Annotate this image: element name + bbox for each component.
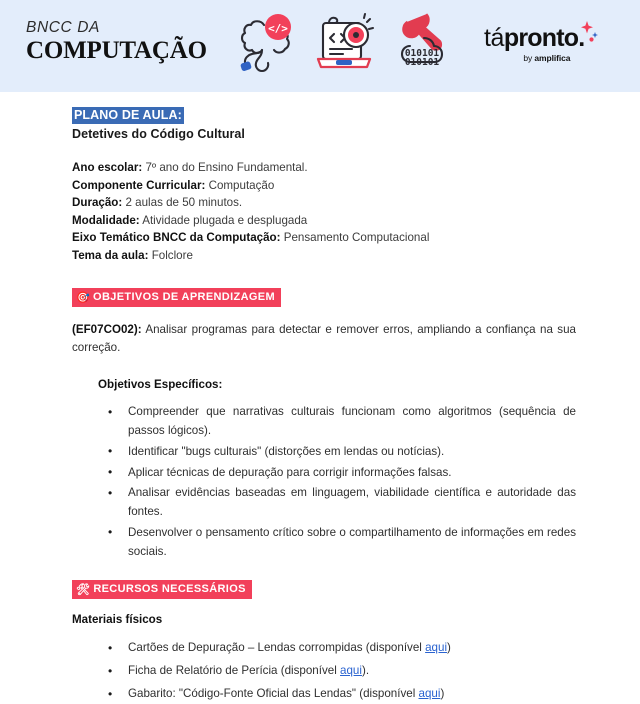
byline-brand: amplifica [534, 53, 571, 63]
metadata-row [72, 212, 576, 230]
list-item-text: Gabarito: "Código-Fonte Oficial das Lendas" (disponível [128, 687, 419, 701]
metadata-key: Duração: [72, 196, 123, 210]
section-heading-badge [72, 288, 281, 307]
metadata-value: 2 aulas de 50 minutos. [122, 196, 243, 210]
section-heading-badge [72, 580, 252, 599]
target-dart-icon: 🎯 [76, 291, 91, 304]
sparkle-icon [580, 21, 600, 48]
resource-link[interactable]: aqui [418, 687, 441, 701]
resource-link[interactable]: aqui [340, 664, 362, 678]
list-item-text-tail: ) [447, 641, 451, 655]
metadata-value: 7º ano do Ensino Fundamental. [142, 161, 308, 174]
metadata-row [72, 229, 576, 247]
metadata-key: Componente Curricular: [72, 178, 206, 192]
list-item-text: Cartões de Depuração – Lendas corrompidas (disponível [128, 641, 426, 655]
list-item [106, 639, 576, 658]
objetivos-especificos-heading: Objetivos Específicos: [98, 378, 223, 392]
section-heading-label: OBJETIVOS DE APRENDIZAGEM [93, 290, 275, 303]
list-item-text-tail: ). [361, 664, 370, 678]
list-item [106, 662, 576, 681]
lesson-plan-document [0, 92, 640, 704]
page-header-band [0, 0, 640, 92]
ta-pronto-byline [484, 53, 584, 63]
plano-de-aula-label: PLANO DE AULA: [74, 108, 182, 122]
bncc-skill-code: (EF07CO02): [72, 322, 142, 336]
metadata-key: Ano escolar: [72, 161, 143, 174]
svg-text:010101: 010101 [404, 57, 440, 68]
objetivos-especificos-list [72, 403, 576, 561]
wrench-binary-cloud-icon [394, 12, 450, 83]
laptop-debug-eye-icon [314, 12, 374, 83]
list-item: • Desenvolver o pensamento crítico sobre o compartilhamento de informações em redes sociais. [106, 524, 576, 562]
materiais-fisicos-list [72, 639, 576, 703]
metadata-row [72, 177, 576, 195]
list-item: • Analisar evidências baseadas em linguagem, viabilidade científica e autoridade das fontes. [106, 484, 576, 522]
metadata-value: Computação [205, 178, 275, 192]
ta-pronto-logo [484, 26, 584, 63]
resource-link[interactable]: aqui [425, 641, 448, 655]
list-item: • Aplicar técnicas de depuração para corrigir informações falsas. [106, 464, 576, 483]
metadata-key: Tema da aula: [72, 249, 149, 263]
ta-pronto-word-ta: tá [484, 24, 504, 52]
brand-line-2: COMPUTAÇÃO [26, 36, 207, 64]
materiais-fisicos-heading: Materiais físicos [72, 613, 163, 627]
brain-code-icon [238, 12, 294, 83]
brand-line-1: BNCC DA [26, 19, 100, 36]
hammer-wrench-icon: 🛠 [76, 584, 91, 597]
header-icon-row [238, 12, 450, 83]
svg-text:010101: 010101 [404, 48, 440, 59]
metadata-key: Eixo Temático BNCC da Computação: [72, 231, 281, 245]
lesson-metadata-block [72, 159, 576, 265]
plano-de-aula-row [72, 106, 576, 124]
page-title: Detetives do Código Cultural [72, 127, 245, 141]
metadata-row [72, 247, 576, 265]
svg-text:</>: </> [268, 22, 288, 35]
ta-pronto-word-pronto: pronto. [503, 24, 585, 52]
section-recursos-necessarios [72, 579, 576, 703]
section-heading-label: RECURSOS NECESSÁRIOS [93, 583, 246, 596]
metadata-key: Modalidade: [72, 213, 140, 227]
metadata-value: Pensamento Computacional [280, 231, 430, 245]
list-item-text-tail: ) [440, 687, 445, 701]
bncc-skill-text: Analisar programas para detectar e remover erros, ampliando a confiança na sua correção. [72, 322, 576, 355]
list-item-text: Ficha de Relatório de Perícia (disponível [128, 664, 341, 678]
metadata-value: Atividade plugada e desplugada [139, 213, 308, 227]
list-item [106, 685, 576, 704]
byline-prefix: by [523, 53, 535, 63]
ta-pronto-wordmark [484, 26, 584, 51]
metadata-value: Folclore [148, 249, 193, 263]
section-objetivos-de-aprendizagem [72, 287, 576, 562]
metadata-row [72, 159, 576, 177]
list-item: • Identificar "bugs culturais" (distorções em lendas ou notícias). [106, 443, 576, 462]
metadata-row [72, 194, 576, 212]
bncc-brand-logo [26, 20, 216, 63]
bncc-skill-paragraph [72, 321, 576, 359]
list-item: • Compreender que narrativas culturais funcionam como algoritmos (sequência de passos lógicos). [106, 403, 576, 441]
